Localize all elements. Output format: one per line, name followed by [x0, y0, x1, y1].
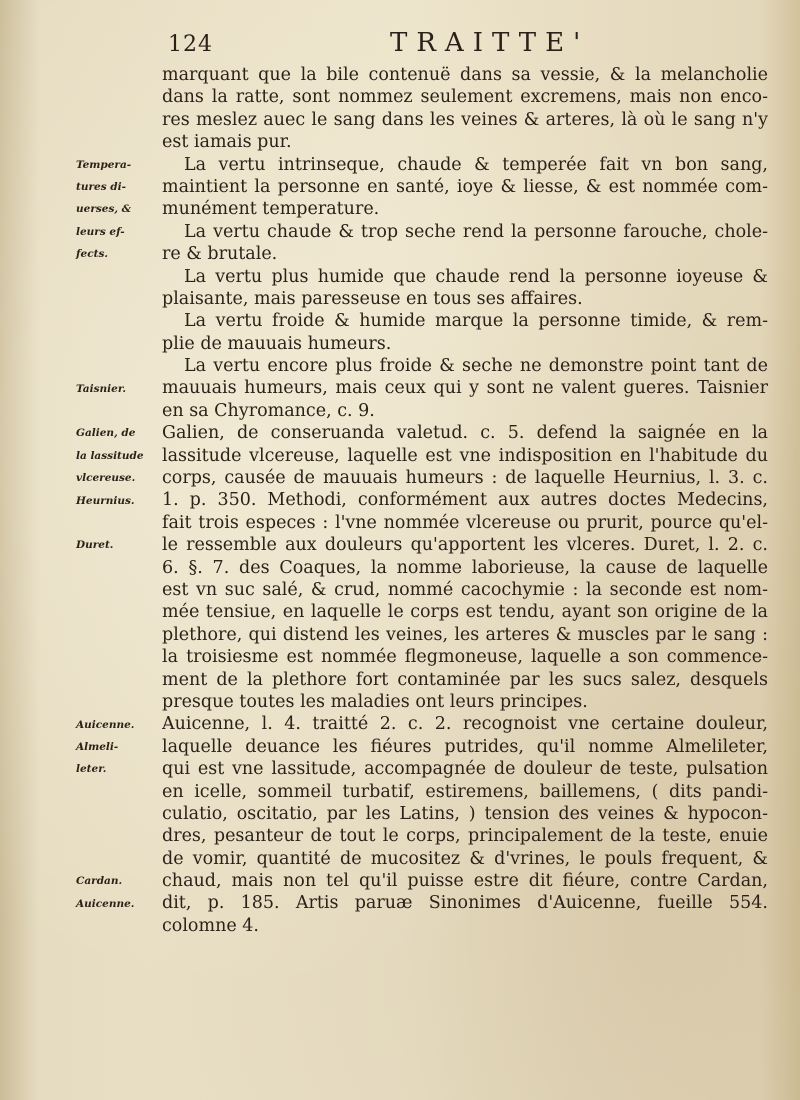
text-line: re & brutale. [162, 244, 278, 265]
margin-note: Almeli- [76, 741, 119, 753]
text-line: de vomir, quantité de mucositez & d'vrines, le pouls frequent, & [162, 848, 768, 869]
running-title: TRAITTE' [390, 28, 590, 58]
text-line: plethore, qui distend les veines, les arteres & muscles par le sang : [162, 624, 768, 645]
text-line: ment de la plethore fort contaminée par les sucs salez, desquels [162, 669, 768, 690]
margin-note: uerses, & [76, 203, 132, 216]
margin-note: Galien, de [76, 427, 136, 440]
text-line: La vertu plus humide que chaude rend la personne ioyeuse & [184, 266, 768, 287]
text-line: 1. p. 350. Methodi, conformément aux autres doctes Medecins, [162, 490, 768, 511]
margin-note: Heurnius. [76, 494, 135, 507]
text-line: maintient la personne en santé, ioye & liesse, & est nommée com- [162, 176, 768, 197]
text-line: colomne 4. [162, 915, 259, 936]
text-line: dans la ratte, sont nommez seulement excremens, mais non enco- [162, 87, 768, 108]
text-line: chaud, mais non tel qu'il puisse estre dit fiéure, contre Cardan, [162, 871, 768, 892]
text-line: presque toutes les maladies ont leurs principes. [162, 691, 588, 712]
margin-note: Duret. [76, 539, 114, 552]
text-line: est iamais pur. [162, 132, 292, 153]
margin-note: Auicenne. [76, 718, 135, 731]
text-line: le ressemble aux douleurs qu'apportent les vlceres. Duret, l. 2. c. [162, 535, 768, 556]
text-line: Auicenne, l. 4. traitté 2. c. 2. recognoist vne certaine douleur, [162, 714, 768, 735]
text-line: la troisiesme est nommée flegmoneuse, laquelle a son commence- [162, 647, 768, 668]
text-line: Galien, de conseruanda valetud. c. 5. defend la saignée en la [162, 423, 768, 444]
text-line: dres, pesanteur de tout le corps, principalement de la teste, enuie [162, 826, 768, 847]
page-header [0, 28, 800, 62]
text-line: est vn suc salé, & crud, nommé cacochymie : la seconde est nom- [162, 579, 768, 600]
text-line: culatio, oscitatio, par les Latins, ) tension des veines & hypocon- [162, 803, 768, 824]
text-line: marquant que la bile contenuë dans sa vessie, & la melancholie [162, 65, 768, 85]
margin-note: Tempera- [76, 158, 132, 171]
text-line: dit, p. 185. Artis paruæ Sinonimes d'Auicenne, fueille 554. [162, 893, 768, 914]
margin-note: la lassitude [76, 449, 144, 462]
text-line: res meslez auec le sang dans les veines & arteres, là où le sang n'y [162, 109, 768, 130]
text-line: La vertu chaude & trop seche rend la personne farouche, chole- [184, 221, 768, 242]
text-line: qui est vne lassitude, accompagnée de douleur de teste, pulsation [162, 759, 768, 780]
margin-note: vlcereuse. [76, 472, 136, 485]
margin-note: leurs ef- [76, 225, 125, 238]
text-line: 6. §. 7. des Coaques, la nomme laborieuse, la cause de laquelle [162, 557, 768, 578]
text-line: fait trois especes : l'vne nommée vlcereuse ou prurit, pource qu'el- [162, 512, 768, 533]
text-line: mauuais humeurs, mais ceux qui y sont ne valent gueres. Taisnier [162, 378, 768, 399]
margin-note: Cardan. [76, 875, 123, 888]
text-line: lassitude vlcereuse, laquelle est vne indisposition en l'habitude du [162, 445, 768, 466]
text-line: mée tensiue, en laquelle le corps est tendu, ayant son origine de la [162, 602, 768, 623]
margin-note: leter. [76, 763, 107, 776]
text-line: La vertu intrinseque, chaude & temperée fait vn bon sang, [184, 154, 768, 175]
text-line: corps, causée de mauuais humeurs : de laquelle Heurnius, l. 3. c. [162, 468, 768, 489]
text-line: en icelle, sommeil turbatif, estiremens, baillemens, ( dits pandi- [162, 781, 768, 802]
text-line: La vertu encore plus froide & seche ne demonstre point tant de [184, 356, 768, 377]
margin-note: Taisnier. [76, 382, 127, 395]
text-line: munément temperature. [162, 199, 380, 220]
margin-note: Auicenne. [76, 897, 135, 910]
text-line: en sa Chyromance, c. 9. [162, 400, 375, 421]
text-line: plie de mauuais humeurs. [162, 333, 392, 354]
text-line: laquelle deuance les fiéures putrides, qu'il nomme Almelileter, [162, 736, 768, 757]
margin-note: fects. [76, 248, 109, 261]
margin-note: tures di- [76, 181, 126, 193]
text-line: plaisante, mais paresseuse en tous ses affaires. [162, 288, 583, 309]
text-line: La vertu froide & humide marque la personne timide, & rem- [184, 311, 768, 332]
page-number: 124 [168, 32, 213, 57]
body-text [162, 64, 768, 937]
